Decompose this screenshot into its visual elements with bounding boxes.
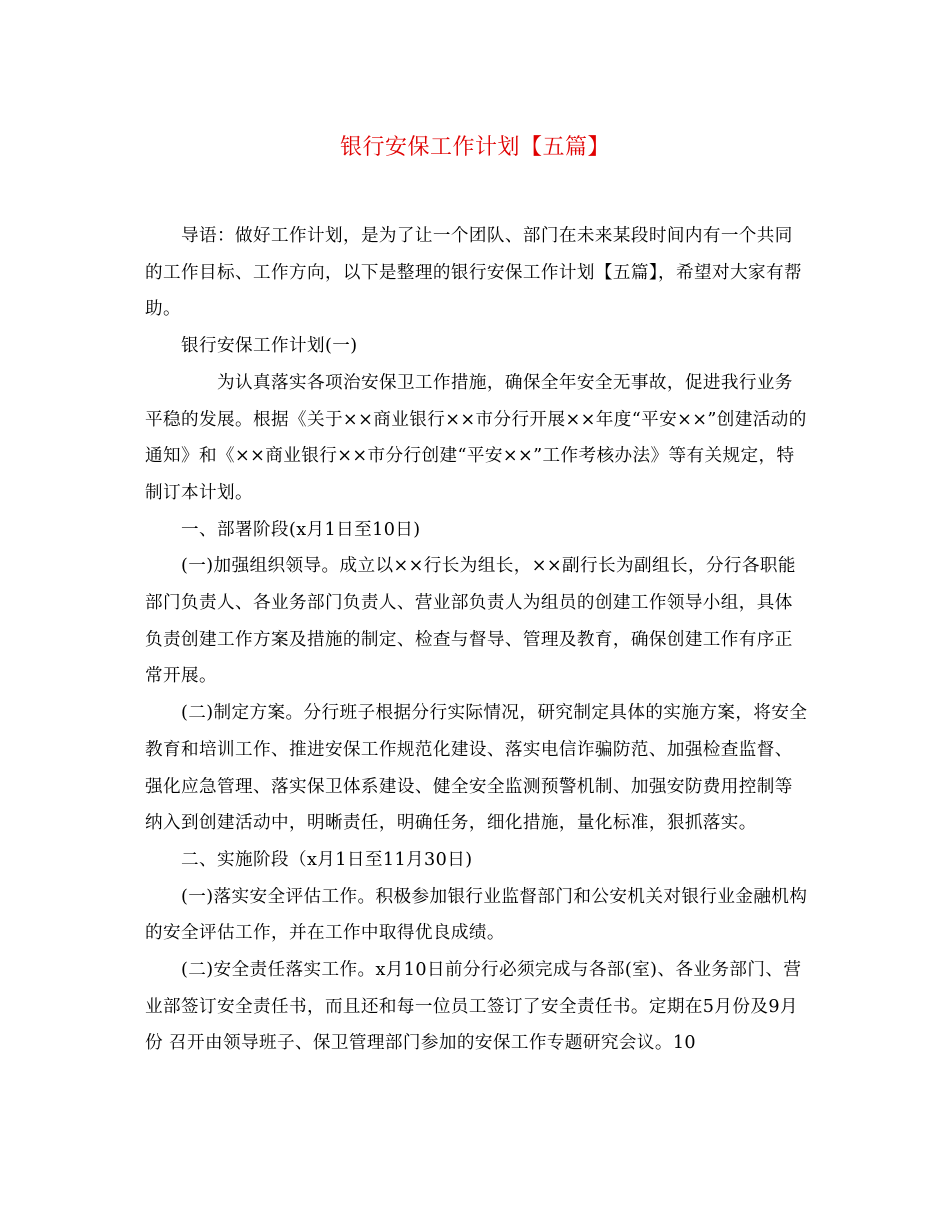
phase-heading-implementation: 二、实施阶段（x月1日至11月30日) xyxy=(181,849,473,870)
phase-heading-deployment: 一、部署阶段(x月1日至10日) xyxy=(181,519,421,540)
document-title: 银行安保工作计划【五篇】 xyxy=(339,135,610,160)
section-heading-plan-1: 银行安保工作计划(一) xyxy=(181,336,358,357)
paragraph-safety-responsibility: (二)安全责任落实工作。x月10日前分行必须完成与各部(室)、各业务部门、营业部签订安全责任书，而且还和每一位员工签订了安全责任书。定期在5月份及9月份 召开由领导班子、保卫管理部门参加的安保工作专题研究会议。10 xyxy=(145,960,802,1054)
purpose-paragraph: 为认真落实各项治安保卫工作措施，确保全年安全无事故，促进我行业务平稳的发展。根据《关于××商业银行××市分行开展××年度“平安××”创建活动的通知》和《××商业银行××市分行创建“平安××”工作考核办法》等有关规定，特制订本计划。 xyxy=(145,372,807,503)
intro-paragraph: 导语：做好工作计划，是为了让一个团队、部门在未来某段时间内有一个共同的工作目标、工作方向，以下是整理的银行安保工作计划【五篇】，希望对大家有帮助。 xyxy=(145,226,802,320)
paragraph-safety-assessment: (一)落实安全评估工作。积极参加银行业监督部门和公安机关对银行业金融机构的安全评估工作，并在工作中取得优良成绩。 xyxy=(145,886,808,944)
paragraph-formulate-plan: (二)制定方案。分行班子根据分行实际情况，研究制定具体的实施方案，将安全教育和培训工作、推进安保工作规范化建设、落实电信诈骗防范、加强检查监督、强化应急管理、落实保卫体系建设、健全安全监测预警机制、加强安防费用控制等纳入到创建活动中，明晰责任，明确任务，细化措施，量化标准，狠抓落实。 xyxy=(145,703,808,834)
paragraph-organization-leadership: (一)加强组织领导。成立以××行长为组长，××副行长为副组长，分行各职能部门负责人、各业务部门负责人、营业部负责人为组员的创建工作领导小组，具体负责创建工作方案及措施的制定、检查与督导、管理及教育，确保创建工作有序正常开展。 xyxy=(145,556,796,687)
document-body xyxy=(145,218,810,1062)
